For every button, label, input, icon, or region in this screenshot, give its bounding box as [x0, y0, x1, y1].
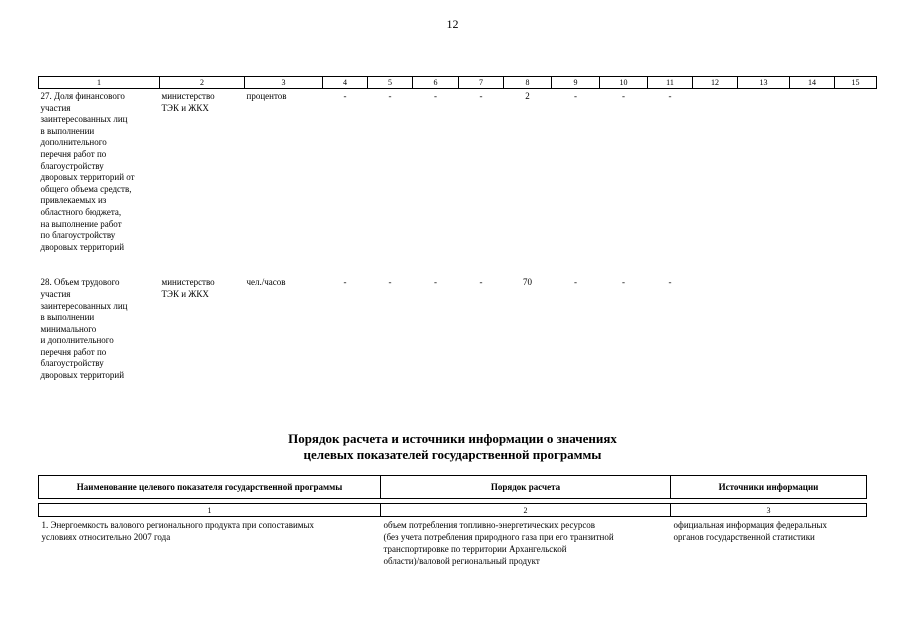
- column-number: 1: [39, 77, 160, 89]
- value-cell: -: [574, 277, 577, 288]
- text-line: транспортировке по территории Архангельской: [383, 544, 567, 554]
- text-line: условиях относительно 2007 года: [41, 532, 171, 542]
- text-line: общего объема средств,: [40, 183, 132, 194]
- value-cell: -: [388, 277, 392, 288]
- unit-of-measure: чел./часов: [246, 277, 286, 288]
- column-number: 6: [413, 77, 459, 89]
- column-number: 9: [552, 77, 600, 89]
- section-title-line: Порядок расчета и источники информации о значениях: [288, 431, 617, 446]
- text-line: 28. Объем трудового: [40, 277, 120, 288]
- value-cell: -: [434, 91, 437, 101]
- text-line: по благоустройству: [40, 230, 116, 241]
- text-line: благоустройству: [40, 160, 104, 171]
- value-cell: [835, 89, 877, 254]
- text-line: областного бюджета,: [40, 206, 122, 217]
- text-line: дворовых территорий: [40, 370, 125, 381]
- text-line: перечня работ по: [40, 346, 107, 357]
- value-cell: [693, 89, 738, 254]
- responsible-executor: [160, 275, 245, 381]
- indicator-name: [39, 517, 381, 570]
- column-number: 2: [381, 504, 671, 517]
- text-line: заинтересованных лиц: [40, 300, 128, 311]
- indicator-name: [39, 275, 160, 381]
- column-number: 7: [459, 77, 504, 89]
- value-cell: -: [622, 91, 625, 101]
- text-line: перечня работ по: [40, 148, 107, 159]
- column-number: 4: [323, 77, 368, 89]
- value-cell: [790, 275, 835, 381]
- value-cell: -: [668, 277, 672, 288]
- text-line: объем потребления топливно-энергетических ресурсов: [383, 520, 596, 530]
- table-row: [39, 275, 877, 381]
- text-line: 1. Энергоемкость валового регионального продукта при сопоставимых: [41, 520, 315, 530]
- column-number: 3: [245, 77, 323, 89]
- calculation-table: [38, 475, 867, 569]
- value-cell: [835, 275, 877, 381]
- section-title-line: целевых показателей государственной программы: [303, 447, 602, 462]
- text-line: официальная информация федеральных: [673, 520, 827, 530]
- column-number: 15: [835, 77, 877, 89]
- value-cell: [738, 275, 790, 381]
- text-line: (без учета потребления природного газа при его транзитной: [383, 532, 614, 542]
- text-line: дворовых территорий: [40, 241, 125, 252]
- column-number: 1: [39, 504, 381, 517]
- responsible-executor: [160, 89, 245, 254]
- table-row: [39, 517, 867, 570]
- indicators-table: [38, 76, 877, 382]
- text-line: органов государственной статистики: [673, 532, 815, 542]
- column-number: 8: [504, 77, 552, 89]
- column-number: 10: [600, 77, 648, 89]
- header-method: Порядок расчета: [381, 476, 671, 499]
- value-cell: -: [479, 277, 483, 288]
- value-cell: -: [622, 277, 625, 288]
- column-number: 13: [738, 77, 790, 89]
- value-cell: -: [479, 91, 483, 101]
- value-cell: -: [343, 277, 347, 288]
- value-cell: [693, 275, 738, 381]
- column-number: 2: [160, 77, 245, 89]
- text-line: в выполнении: [40, 125, 95, 136]
- text-line: участия: [40, 102, 71, 113]
- information-source: [671, 517, 867, 570]
- text-line: и дополнительного: [40, 335, 114, 346]
- text-line: в выполнении: [40, 312, 95, 323]
- text-line: министерство: [161, 91, 215, 101]
- text-line: дополнительного: [40, 137, 107, 148]
- header-indicator: Наименование целевого показателя государственной программы: [39, 476, 381, 499]
- text-line: области)/валовой региональный продукт: [383, 556, 540, 566]
- value-cell: 2: [525, 91, 530, 101]
- text-line: минимального: [40, 323, 97, 334]
- text-line: на выполнение работ: [40, 218, 122, 229]
- header-source: Источники информации: [671, 476, 867, 499]
- column-number: 11: [648, 77, 693, 89]
- indicator-name: [39, 89, 160, 254]
- column-number: 5: [368, 77, 413, 89]
- text-line: благоустройству: [40, 358, 104, 369]
- column-number: 3: [671, 504, 867, 517]
- value-cell: [790, 89, 835, 254]
- section-title: [0, 431, 905, 463]
- value-cell: 70: [523, 277, 532, 288]
- header-row: [39, 476, 867, 499]
- text-line: привлекаемых из: [40, 195, 107, 206]
- value-cell: -: [343, 91, 347, 101]
- column-number-row: [39, 504, 867, 517]
- value-cell: -: [434, 277, 437, 288]
- table-row: [39, 89, 877, 254]
- value-cell: -: [388, 91, 392, 101]
- text-line: ТЭК и ЖКХ: [161, 288, 209, 299]
- page-number: 12: [446, 17, 459, 31]
- text-line: ТЭК и ЖКХ: [161, 102, 209, 113]
- text-line: 27. Доля финансового: [40, 91, 125, 101]
- text-line: дворовых территорий от: [40, 172, 135, 183]
- column-number-row: [39, 77, 877, 89]
- calculation-method: [381, 517, 671, 570]
- text-line: участия: [40, 288, 71, 299]
- column-number: 12: [693, 77, 738, 89]
- unit-of-measure: процентов: [246, 91, 287, 101]
- text-line: министерство: [161, 277, 215, 288]
- value-cell: -: [574, 91, 577, 101]
- row-spacer: [39, 253, 877, 275]
- column-number: 14: [790, 77, 835, 89]
- value-cell: -: [668, 91, 672, 101]
- text-line: заинтересованных лиц: [40, 114, 128, 125]
- value-cell: [738, 89, 790, 254]
